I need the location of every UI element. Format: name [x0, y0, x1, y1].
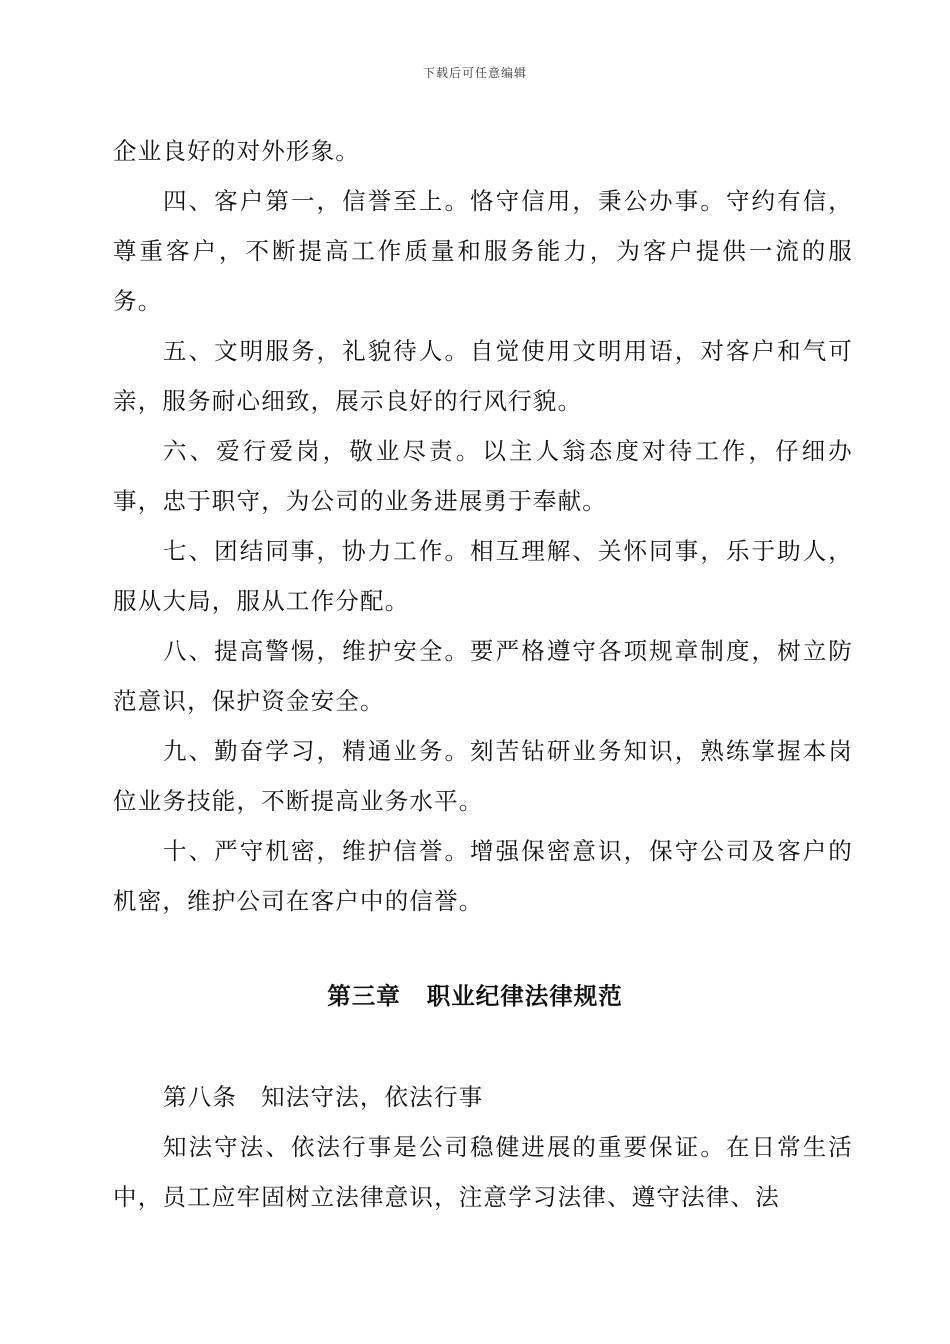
paragraph-item-10: 十、严守机密，维护信誉。增强保密意识，保守公司及客户的机密，维护公司在客户中的信誉。 [113, 837, 853, 915]
article-number: 第八条 [163, 1083, 238, 1111]
paragraph-item-4: 四、客户第一，信誉至上。恪守信用，秉公办事。守约有信，尊重客户，不断提高工作质量和服务能力，为客户提供一流的服务。 [113, 187, 853, 315]
article-title: 知法守法，依法行事 [261, 1083, 484, 1111]
paragraph-item-5: 五、文明服务，礼貌待人。自觉使用文明用语，对客户和气可亲，服务耐心细致，展示良好的行风行貌。 [113, 337, 853, 415]
body-text [113, 126, 853, 926]
chapter-title: 职业纪律法律规范 [426, 982, 623, 1010]
chapter-number: 第三章 [327, 982, 401, 1010]
paragraph-item-8: 八、提高警惕，维护安全。要严格遵守各项规章制度，树立防范意识，保护资金安全。 [113, 637, 853, 715]
paragraph-item-6: 六、爱行爱岗，敬业尽责。以主人翁态度对待工作，仔细办事，忠于职守，为公司的业务进展勇于奉献。 [113, 437, 853, 515]
paragraph-item-9: 九、勤奋学习，精通业务。刻苦钻研业务知识，熟练掌握本岗位业务技能，不断提高业务水平。 [113, 737, 853, 815]
page-header: 下载后可任意编辑 [422, 66, 527, 80]
chapter-heading [0, 974, 950, 1018]
paragraph-continuation: 企业良好的对外形象。 [113, 137, 360, 165]
article-section [113, 1072, 853, 1222]
paragraph-item-7: 七、团结同事，协力工作。相互理解、关怀同事，乐于助人，服从大局，服从工作分配。 [113, 537, 853, 615]
article-heading [113, 1072, 853, 1122]
article-body: 知法守法、依法行事是公司稳健进展的重要保证。在日常生活中，员工应牢固树立法律意识，注意学习法律、遵守法律、法 [113, 1133, 853, 1211]
